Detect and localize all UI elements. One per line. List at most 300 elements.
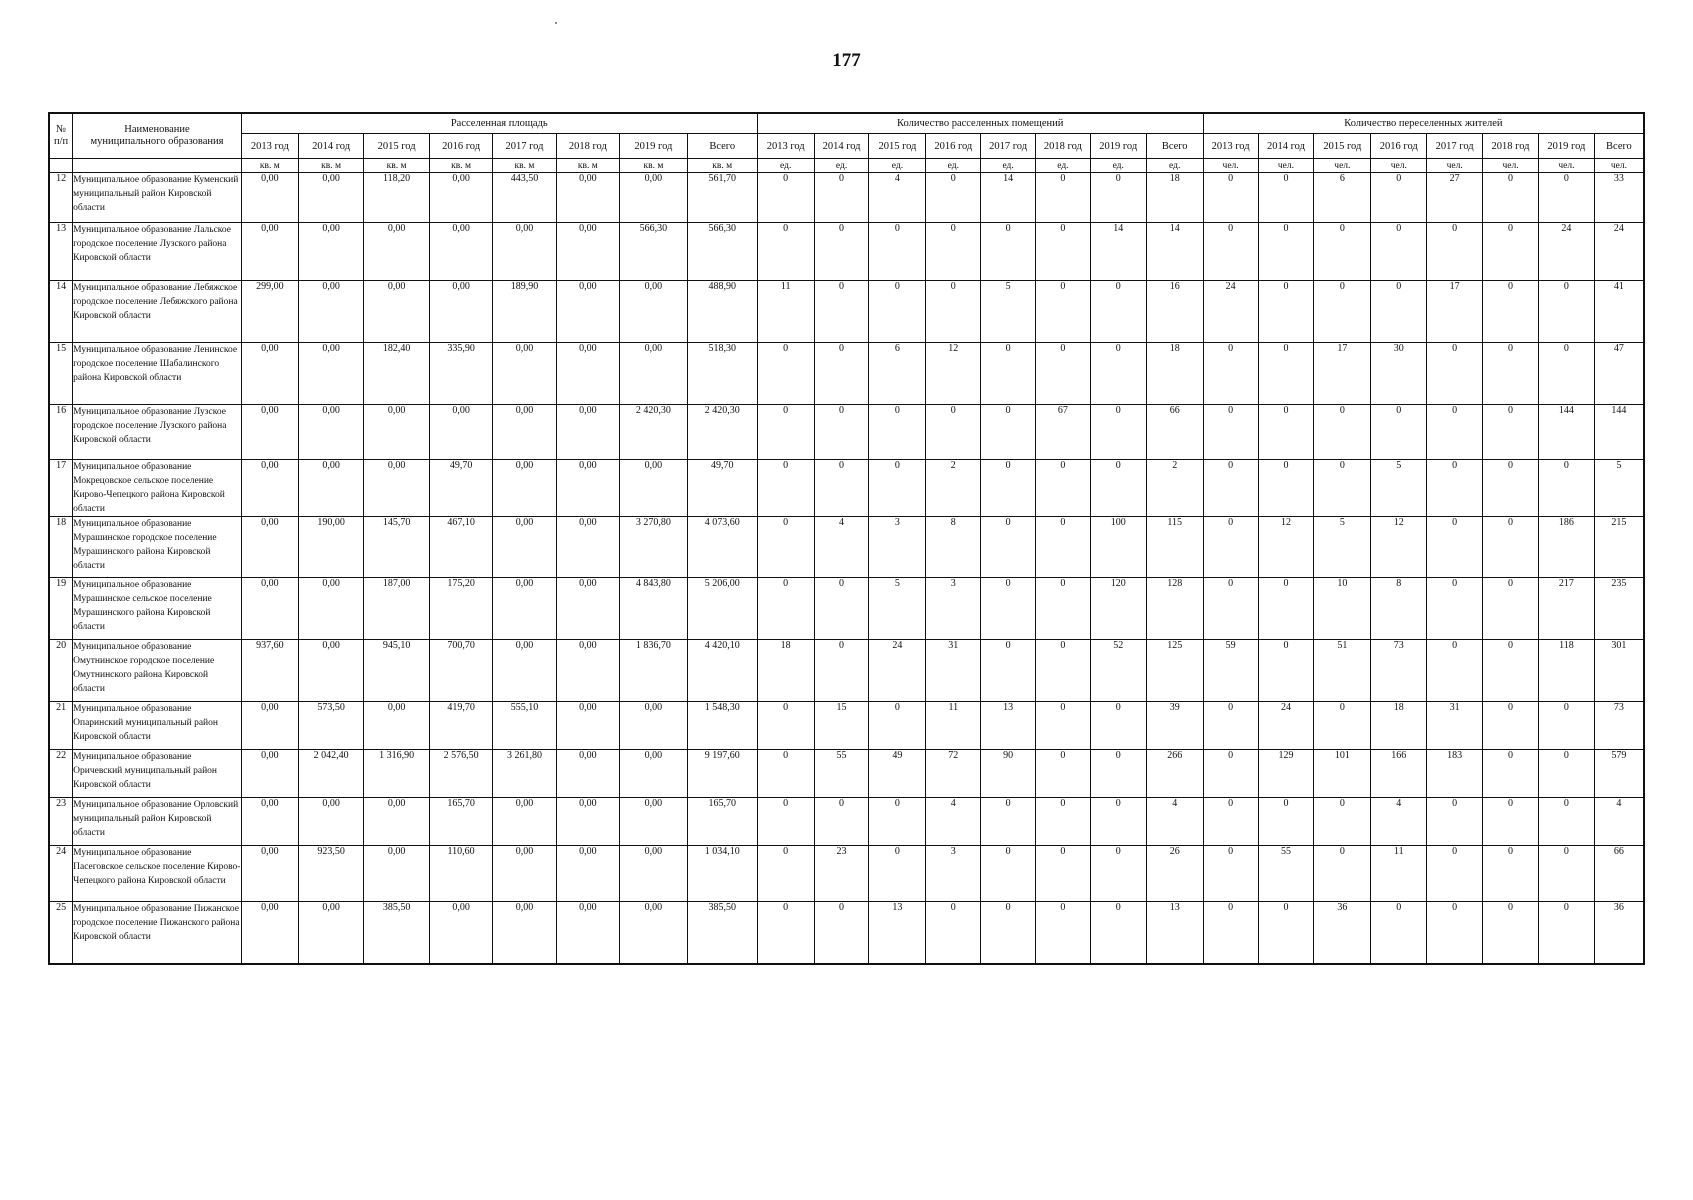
residents-value-cell: 51	[1314, 640, 1371, 702]
table-row	[49, 517, 1644, 578]
residents-value-cell: 129	[1258, 750, 1314, 798]
rooms-value-cell: 13	[1146, 902, 1203, 964]
residents-value-cell: 0	[1371, 405, 1427, 460]
municipality-name: Муниципальное образование Пасеговское сельское поселение Кирово-Чепецкого района Кировской области	[73, 846, 242, 902]
residents-value-cell: 0	[1371, 173, 1427, 223]
area-value-cell: 419,70	[429, 702, 492, 750]
area-value-cell: 0,00	[493, 460, 556, 517]
rooms-value-cell: 0	[757, 223, 814, 281]
area-value-cell: 49,70	[429, 460, 492, 517]
rooms-value-cell: 0	[814, 460, 869, 517]
area-value-cell: 0,00	[493, 343, 556, 405]
rooms-value-cell: 72	[926, 750, 981, 798]
residents-unit-cell: чел.	[1258, 159, 1314, 173]
area-value-cell: 566,30	[687, 223, 757, 281]
area-value-cell: 3 261,80	[493, 750, 556, 798]
rooms-value-cell: 67	[1036, 405, 1091, 460]
rooms-value-cell: 0	[757, 902, 814, 964]
row-number: 22	[49, 750, 73, 798]
residents-value-cell: 0	[1258, 578, 1314, 640]
residents-value-cell: 0	[1483, 281, 1539, 343]
residents-unit-cell: чел.	[1427, 159, 1483, 173]
rooms-value-cell: 0	[981, 640, 1036, 702]
rooms-value-cell: 39	[1146, 702, 1203, 750]
residents-value-cell: 0	[1203, 750, 1258, 798]
residents-value-cell: 73	[1371, 640, 1427, 702]
rooms-value-cell: 4	[869, 173, 926, 223]
residents-value-cell: 186	[1538, 517, 1594, 578]
area-value-cell: 0,00	[620, 281, 688, 343]
col-name-line2: муниципального образования	[90, 136, 224, 147]
residents-value-cell: 0	[1314, 702, 1371, 750]
residents-value-cell: 12	[1258, 517, 1314, 578]
residents-value-cell: 0	[1427, 343, 1483, 405]
area-value-cell: 0,00	[620, 902, 688, 964]
area-value-cell: 0,00	[241, 750, 298, 798]
residents-value-cell: 0	[1203, 460, 1258, 517]
residents-value-cell: 10	[1314, 578, 1371, 640]
residents-value-cell: 0	[1483, 798, 1539, 846]
residents-value-cell: 0	[1427, 517, 1483, 578]
area-value-cell: 467,10	[429, 517, 492, 578]
area-value-cell: 0,00	[241, 578, 298, 640]
area-value-cell: 0,00	[556, 902, 619, 964]
rooms-value-cell: 8	[926, 517, 981, 578]
residents-year-header: 2019 год	[1538, 134, 1594, 159]
residents-value-cell: 0	[1371, 223, 1427, 281]
rooms-unit-cell: ед.	[814, 159, 869, 173]
rooms-year-header: 2015 год	[869, 134, 926, 159]
municipality-name: Муниципальное образование Орловский муниципальный район Кировской области	[73, 798, 242, 846]
area-value-cell: 4 073,60	[687, 517, 757, 578]
residents-value-cell: 0	[1314, 405, 1371, 460]
residents-value-cell: 36	[1314, 902, 1371, 964]
residents-year-header: 2013 год	[1203, 134, 1258, 159]
rooms-unit-cell: ед.	[981, 159, 1036, 173]
rooms-value-cell: 0	[814, 902, 869, 964]
area-value-cell: 0,00	[364, 281, 430, 343]
residents-value-cell: 0	[1427, 798, 1483, 846]
area-value-cell: 0,00	[298, 405, 364, 460]
residents-value-cell: 41	[1594, 281, 1644, 343]
rooms-value-cell: 0	[1090, 902, 1146, 964]
rooms-value-cell: 0	[869, 223, 926, 281]
area-value-cell: 1 034,10	[687, 846, 757, 902]
area-unit-cell: кв. м	[556, 159, 619, 173]
residents-value-cell: 0	[1314, 798, 1371, 846]
rooms-value-cell: 0	[981, 460, 1036, 517]
residents-value-cell: 18	[1371, 702, 1427, 750]
area-value-cell: 0,00	[556, 517, 619, 578]
residents-value-cell: 5	[1594, 460, 1644, 517]
residents-unit-cell: чел.	[1371, 159, 1427, 173]
residents-value-cell: 144	[1594, 405, 1644, 460]
row-number: 13	[49, 223, 73, 281]
area-value-cell: 182,40	[364, 343, 430, 405]
area-value-cell: 0,00	[493, 405, 556, 460]
rooms-value-cell: 24	[869, 640, 926, 702]
area-value-cell: 488,90	[687, 281, 757, 343]
area-value-cell: 165,70	[429, 798, 492, 846]
row-number: 25	[49, 902, 73, 964]
area-value-cell: 0,00	[241, 223, 298, 281]
residents-value-cell: 0	[1258, 902, 1314, 964]
residents-year-header: 2018 год	[1483, 134, 1539, 159]
residents-value-cell: 183	[1427, 750, 1483, 798]
municipality-name: Муниципальное образование Опаринский муниципальный район Кировской области	[73, 702, 242, 750]
municipality-name: Муниципальное образование Куменский муниципальный район Кировской области	[73, 173, 242, 223]
area-year-header: 2015 год	[364, 134, 430, 159]
rooms-value-cell: 0	[757, 173, 814, 223]
rooms-year-header: 2013 год	[757, 134, 814, 159]
residents-value-cell: 0	[1538, 173, 1594, 223]
area-value-cell: 0,00	[298, 223, 364, 281]
area-value-cell: 0,00	[298, 460, 364, 517]
residents-value-cell: 0	[1427, 223, 1483, 281]
residents-value-cell: 0	[1371, 902, 1427, 964]
resettlement-table	[48, 112, 1645, 965]
rooms-unit-cell: ед.	[1036, 159, 1091, 173]
col-no-line2: п/п	[53, 136, 69, 147]
rooms-value-cell: 0	[757, 702, 814, 750]
residents-value-cell: 144	[1538, 405, 1594, 460]
table-row	[49, 405, 1644, 460]
area-value-cell: 2 042,40	[298, 750, 364, 798]
residents-value-cell: 118	[1538, 640, 1594, 702]
area-value-cell: 0,00	[493, 640, 556, 702]
area-value-cell: 0,00	[556, 846, 619, 902]
rooms-value-cell: 0	[814, 173, 869, 223]
rooms-year-header: 2014 год	[814, 134, 869, 159]
residents-value-cell: 66	[1594, 846, 1644, 902]
rooms-value-cell: 0	[981, 846, 1036, 902]
area-value-cell: 0,00	[364, 405, 430, 460]
area-value-cell: 0,00	[556, 702, 619, 750]
rooms-value-cell: 0	[1036, 702, 1091, 750]
header-unit-row	[49, 159, 1644, 173]
residents-value-cell: 215	[1594, 517, 1644, 578]
residents-year-header: 2017 год	[1427, 134, 1483, 159]
residents-value-cell: 579	[1594, 750, 1644, 798]
area-value-cell: 2 420,30	[620, 405, 688, 460]
rooms-value-cell: 0	[869, 281, 926, 343]
area-value-cell: 0,00	[493, 846, 556, 902]
rooms-year-header: 2019 год	[1090, 134, 1146, 159]
area-value-cell: 0,00	[429, 902, 492, 964]
residents-value-cell: 0	[1203, 405, 1258, 460]
area-year-header: 2019 год	[620, 134, 688, 159]
table-row	[49, 902, 1644, 964]
area-value-cell: 118,20	[364, 173, 430, 223]
residents-value-cell: 0	[1258, 173, 1314, 223]
rooms-value-cell: 0	[814, 223, 869, 281]
rooms-value-cell: 0	[981, 517, 1036, 578]
rooms-value-cell: 14	[981, 173, 1036, 223]
area-value-cell: 0,00	[620, 343, 688, 405]
municipality-name: Муниципальное образование Лальское городское поселение Лузского района Кировской области	[73, 223, 242, 281]
rooms-value-cell: 13	[981, 702, 1036, 750]
rooms-value-cell: 0	[981, 902, 1036, 964]
row-number: 23	[49, 798, 73, 846]
area-value-cell: 0,00	[364, 702, 430, 750]
area-value-cell: 299,00	[241, 281, 298, 343]
rooms-value-cell: 52	[1090, 640, 1146, 702]
residents-value-cell: 0	[1427, 640, 1483, 702]
rooms-value-cell: 66	[1146, 405, 1203, 460]
rooms-value-cell: 0	[1036, 640, 1091, 702]
area-value-cell: 0,00	[241, 517, 298, 578]
residents-value-cell: 0	[1258, 405, 1314, 460]
area-year-header: 2018 год	[556, 134, 619, 159]
area-value-cell: 945,10	[364, 640, 430, 702]
residents-value-cell: 0	[1258, 223, 1314, 281]
area-value-cell: 0,00	[620, 460, 688, 517]
area-value-cell: 2 576,50	[429, 750, 492, 798]
rooms-value-cell: 0	[814, 281, 869, 343]
rooms-year-header: 2018 год	[1036, 134, 1091, 159]
rooms-value-cell: 0	[869, 460, 926, 517]
residents-value-cell: 235	[1594, 578, 1644, 640]
rooms-value-cell: 4	[814, 517, 869, 578]
rooms-value-cell: 3	[869, 517, 926, 578]
residents-value-cell: 166	[1371, 750, 1427, 798]
rooms-value-cell: 0	[1036, 750, 1091, 798]
area-value-cell: 566,30	[620, 223, 688, 281]
area-value-cell: 175,20	[429, 578, 492, 640]
residents-value-cell: 0	[1483, 750, 1539, 798]
residents-value-cell: 0	[1483, 640, 1539, 702]
rooms-value-cell: 0	[926, 902, 981, 964]
residents-value-cell: 55	[1258, 846, 1314, 902]
residents-value-cell: 0	[1427, 902, 1483, 964]
residents-value-cell: 0	[1314, 460, 1371, 517]
residents-value-cell: 0	[1483, 223, 1539, 281]
residents-value-cell: 0	[1483, 460, 1539, 517]
area-value-cell: 1 316,90	[364, 750, 430, 798]
residents-value-cell: 0	[1203, 702, 1258, 750]
area-value-cell: 0,00	[493, 798, 556, 846]
residents-value-cell: 8	[1371, 578, 1427, 640]
area-value-cell: 0,00	[364, 846, 430, 902]
rooms-value-cell: 26	[1146, 846, 1203, 902]
rooms-value-cell: 0	[926, 281, 981, 343]
rooms-value-cell: 0	[814, 343, 869, 405]
rooms-value-cell: 0	[1090, 798, 1146, 846]
rooms-value-cell: 18	[1146, 343, 1203, 405]
area-value-cell: 518,30	[687, 343, 757, 405]
residents-value-cell: 11	[1371, 846, 1427, 902]
table-row	[49, 846, 1644, 902]
area-unit-cell: кв. м	[429, 159, 492, 173]
table-row	[49, 750, 1644, 798]
residents-value-cell: 6	[1314, 173, 1371, 223]
residents-value-cell: 24	[1538, 223, 1594, 281]
rooms-unit-cell: ед.	[1090, 159, 1146, 173]
rooms-value-cell: 0	[757, 750, 814, 798]
residents-value-cell: 0	[1483, 405, 1539, 460]
area-value-cell: 0,00	[556, 798, 619, 846]
rooms-value-cell: 0	[814, 798, 869, 846]
area-value-cell: 0,00	[556, 173, 619, 223]
residents-value-cell: 0	[1427, 846, 1483, 902]
residents-value-cell: 0	[1258, 640, 1314, 702]
area-unit-cell: кв. м	[620, 159, 688, 173]
unit-empty-cell	[49, 159, 73, 173]
area-value-cell: 0,00	[241, 798, 298, 846]
area-value-cell: 190,00	[298, 517, 364, 578]
area-value-cell: 165,70	[687, 798, 757, 846]
header-year-row	[49, 134, 1644, 159]
residents-value-cell: 0	[1203, 798, 1258, 846]
scan-speck	[555, 22, 557, 24]
rooms-value-cell: 31	[926, 640, 981, 702]
residents-value-cell: 0	[1483, 343, 1539, 405]
residents-value-cell: 4	[1371, 798, 1427, 846]
residents-value-cell: 0	[1483, 846, 1539, 902]
group-rooms-header: Количество расселенных помещений	[757, 113, 1203, 134]
residents-value-cell: 0	[1483, 902, 1539, 964]
residents-year-header: Всего	[1594, 134, 1644, 159]
residents-value-cell: 0	[1314, 223, 1371, 281]
rooms-year-header: Всего	[1146, 134, 1203, 159]
area-value-cell: 0,00	[241, 405, 298, 460]
rooms-value-cell: 0	[814, 405, 869, 460]
area-value-cell: 0,00	[493, 517, 556, 578]
area-value-cell: 385,50	[364, 902, 430, 964]
rooms-value-cell: 0	[926, 223, 981, 281]
residents-value-cell: 0	[1538, 846, 1594, 902]
rooms-value-cell: 5	[981, 281, 1036, 343]
rooms-year-header: 2016 год	[926, 134, 981, 159]
rooms-value-cell: 0	[814, 578, 869, 640]
area-value-cell: 3 270,80	[620, 517, 688, 578]
col-name-header	[73, 113, 242, 159]
residents-value-cell: 0	[1203, 223, 1258, 281]
group-residents-header: Количество переселенных жителей	[1203, 113, 1644, 134]
rooms-value-cell: 0	[869, 702, 926, 750]
rooms-value-cell: 120	[1090, 578, 1146, 640]
area-unit-cell: кв. м	[364, 159, 430, 173]
rooms-value-cell: 0	[1036, 223, 1091, 281]
rooms-value-cell: 15	[814, 702, 869, 750]
rooms-value-cell: 55	[814, 750, 869, 798]
rooms-value-cell: 11	[757, 281, 814, 343]
municipality-name: Муниципальное образование Лузское городское поселение Лузского района Кировской области	[73, 405, 242, 460]
area-value-cell: 0,00	[241, 460, 298, 517]
residents-value-cell: 0	[1203, 846, 1258, 902]
residents-value-cell: 0	[1258, 343, 1314, 405]
area-value-cell: 0,00	[429, 405, 492, 460]
rooms-value-cell: 0	[1036, 846, 1091, 902]
residents-value-cell: 24	[1203, 281, 1258, 343]
area-value-cell: 0,00	[298, 578, 364, 640]
rooms-value-cell: 5	[869, 578, 926, 640]
residents-value-cell: 0	[1203, 517, 1258, 578]
rooms-value-cell: 3	[926, 846, 981, 902]
area-unit-cell: кв. м	[493, 159, 556, 173]
row-number: 19	[49, 578, 73, 640]
group-area-header: Расселенная площадь	[241, 113, 757, 134]
area-value-cell: 189,90	[493, 281, 556, 343]
residents-value-cell: 0	[1314, 846, 1371, 902]
residents-year-header: 2016 год	[1371, 134, 1427, 159]
rooms-value-cell: 0	[1036, 902, 1091, 964]
residents-value-cell: 24	[1594, 223, 1644, 281]
rooms-unit-cell: ед.	[757, 159, 814, 173]
area-value-cell: 561,70	[687, 173, 757, 223]
rooms-value-cell: 266	[1146, 750, 1203, 798]
rooms-unit-cell: ед.	[869, 159, 926, 173]
residents-value-cell: 5	[1314, 517, 1371, 578]
area-year-header: 2013 год	[241, 134, 298, 159]
municipality-name: Муниципальное образование Омутнинское городское поселение Омутнинского района Кировской области	[73, 640, 242, 702]
area-value-cell: 0,00	[364, 460, 430, 517]
table-row	[49, 223, 1644, 281]
area-unit-cell: кв. м	[298, 159, 364, 173]
area-value-cell: 0,00	[556, 343, 619, 405]
area-value-cell: 923,50	[298, 846, 364, 902]
rooms-value-cell: 0	[1090, 173, 1146, 223]
residents-value-cell: 73	[1594, 702, 1644, 750]
row-number: 18	[49, 517, 73, 578]
residents-value-cell: 31	[1427, 702, 1483, 750]
table-row	[49, 173, 1644, 223]
residents-value-cell: 17	[1427, 281, 1483, 343]
rooms-value-cell: 13	[869, 902, 926, 964]
rooms-value-cell: 18	[1146, 173, 1203, 223]
area-value-cell: 0,00	[556, 750, 619, 798]
area-value-cell: 0,00	[429, 281, 492, 343]
area-value-cell: 443,50	[493, 173, 556, 223]
table-row	[49, 702, 1644, 750]
municipality-name: Муниципальное образование Мурашинское городское поселение Мурашинского района Кировской области	[73, 517, 242, 578]
area-value-cell: 0,00	[556, 460, 619, 517]
area-value-cell: 0,00	[556, 405, 619, 460]
residents-value-cell: 0	[1483, 517, 1539, 578]
area-value-cell: 0,00	[298, 902, 364, 964]
rooms-value-cell: 0	[1090, 702, 1146, 750]
rooms-value-cell: 0	[1036, 281, 1091, 343]
rooms-value-cell: 0	[1036, 343, 1091, 405]
rooms-value-cell: 0	[981, 798, 1036, 846]
area-value-cell: 573,50	[298, 702, 364, 750]
area-value-cell: 0,00	[493, 902, 556, 964]
area-value-cell: 937,60	[241, 640, 298, 702]
rooms-value-cell: 23	[814, 846, 869, 902]
area-value-cell: 2 420,30	[687, 405, 757, 460]
row-number: 24	[49, 846, 73, 902]
residents-value-cell: 27	[1427, 173, 1483, 223]
table-row	[49, 798, 1644, 846]
rooms-value-cell: 0	[1090, 750, 1146, 798]
page-number: 177	[832, 50, 861, 71]
unit-empty-cell	[73, 159, 242, 173]
residents-value-cell: 0	[1483, 702, 1539, 750]
rooms-value-cell: 0	[757, 578, 814, 640]
residents-value-cell: 12	[1371, 517, 1427, 578]
area-value-cell: 1 548,30	[687, 702, 757, 750]
rooms-value-cell: 0	[757, 846, 814, 902]
residents-value-cell: 4	[1594, 798, 1644, 846]
rooms-value-cell: 12	[926, 343, 981, 405]
municipality-name: Муниципальное образование Мокрецовское сельское поселение Кирово-Чепецкого района Кировской области	[73, 460, 242, 517]
rooms-unit-cell: ед.	[926, 159, 981, 173]
area-value-cell: 0,00	[620, 173, 688, 223]
area-value-cell: 49,70	[687, 460, 757, 517]
area-value-cell: 0,00	[620, 798, 688, 846]
rooms-value-cell: 2	[1146, 460, 1203, 517]
residents-unit-cell: чел.	[1483, 159, 1539, 173]
